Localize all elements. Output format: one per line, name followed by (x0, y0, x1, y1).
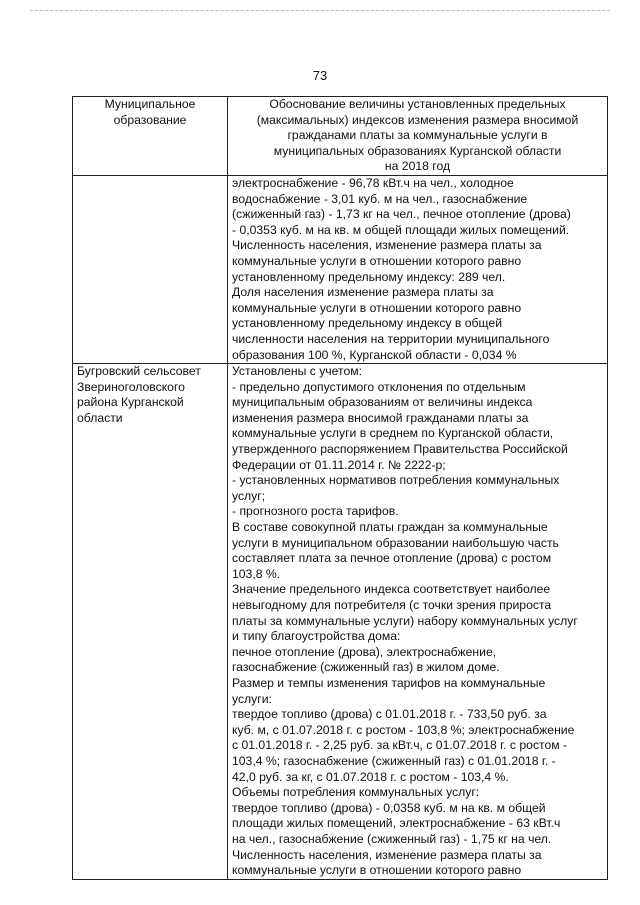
header-col2-line: на 2018 год (384, 159, 451, 174)
text-line: (сжиженный газ) - 1,73 кг на чел., печное отопление (дрова) (232, 207, 571, 222)
text-line: твердое топливо (дрова) - 0,0358 куб. м на кв. м общей (232, 800, 546, 815)
text-line: - установленных нормативов потребления коммунальных (232, 473, 560, 488)
text-line: электроснабжение - 96,78 кВт.ч на чел., холодное (232, 175, 514, 190)
text-line: газоснабжение (сжиженный газ) в жилом доме. (232, 660, 500, 675)
text-line: 103,4 %; газоснабжение (сжиженный газ) с 01.01.2018 г. - (232, 753, 556, 768)
text-line: установленному предельному индексу в общей (232, 316, 503, 331)
text-line: твердое топливо (дрова) с 01.01.2018 г. - 733,50 руб. за (232, 707, 547, 722)
scan-top-artifact (30, 10, 610, 11)
municipality-line: Бугровский сельсовет (77, 364, 201, 379)
municipality-cell (73, 175, 228, 363)
municipality-cell (73, 364, 228, 880)
text-line: Федерации от 01.11.2014 г. № 2222-р; (232, 457, 446, 472)
municipality-line: Звериноголовского (77, 379, 185, 394)
text-line: платы за коммунальные услуги) набору коммунальных услуг (232, 613, 578, 628)
municipality-line: района Курганской (77, 395, 184, 410)
text-line: образования 100 %, Курганской области - 0,034 % (232, 347, 517, 362)
text-line: невыгодному для потребителя (с точки зрения прироста (232, 598, 552, 612)
header-municipality-cell (73, 97, 228, 176)
text-line: установленному предельному индексу: 289 чел. (232, 269, 506, 284)
text-line: 103,8 %. (232, 566, 281, 581)
text-line: водоснабжение - 3,01 куб. м на чел., газоснабжение (232, 191, 528, 206)
text-line: утвержденного распоряжением Правительства Российской (232, 442, 568, 457)
text-line: - предельно допустимого отклонения по отдельным (232, 379, 526, 394)
justification-table (72, 96, 608, 880)
text-line: услуги: (232, 691, 272, 706)
header-col2-line: Обоснование величины установленных предельных (269, 97, 566, 111)
text-line: услуги в муниципальном образовании наибольшую часть (232, 535, 559, 550)
text-line: на чел., газоснабжение (сжиженный газ) - 1,75 кг на чел. (232, 831, 552, 846)
header-col2-line: (максимальных) индексов изменения размера вносимой (256, 112, 579, 127)
table-row (73, 364, 608, 880)
justification-cell (228, 364, 608, 880)
text-line: коммунальные услуги в отношении которого равно (232, 863, 522, 878)
text-line: площади жилых помещений, электроснабжение - 63 кВт.ч (232, 816, 561, 831)
text-line: изменения размера вносимой гражданами платы за (232, 410, 529, 425)
text-line: коммунальные услуги в отношении которого равно (232, 253, 522, 268)
municipality-line: области (77, 410, 123, 425)
justification-cell (228, 175, 608, 363)
text-line: печное отопление (дрова), электроснабжение, (232, 644, 497, 659)
text-line: Объемы потребления коммунальных услуг: (232, 785, 480, 800)
text-line: В составе совокупной платы граждан за коммунальные (232, 520, 548, 535)
text-line: 42,0 руб. за кг, с 01.07.2018 г. с ростом - 103,4 %. (232, 769, 509, 784)
header-col2-line: гражданами платы за коммунальные услуги в (287, 128, 548, 143)
text-line: - прогнозного роста тарифов. (232, 504, 399, 519)
text-line: коммунальные услуги в среднем по Курганской области, (232, 426, 554, 441)
header-col1-line: образование (113, 112, 187, 127)
text-line: Доля населения изменение размера платы за (232, 285, 494, 300)
text-line: с 01.01.2018 г. - 2,25 руб. за кВт.ч, с 01.07.2018 г. с ростом - (232, 738, 568, 753)
header-col1-line: Муниципальное (104, 97, 196, 111)
header-justification-cell (228, 97, 608, 176)
page-number: 73 (312, 68, 328, 83)
text-line: - 0,0353 куб. м на кв. м общей площади жилых помещений. (232, 222, 570, 237)
text-line: Численность населения, изменение размера платы за (232, 238, 542, 253)
text-line: Размер и темпы изменения тарифов на коммунальные (232, 675, 546, 690)
text-line: численности населения на территории муниципального (232, 331, 550, 346)
header-col2-line: муниципальных образованиях Курганской области (273, 143, 562, 158)
text-line: Установлены с учетом: (232, 364, 362, 379)
text-line: Значение предельного индекса соответствует наиболее (232, 582, 551, 597)
text-line: составляет плата за печное отопление (дрова) с ростом (232, 551, 552, 566)
text-line: куб. м, с 01.07.2018 г. с ростом - 103,8 %; электроснабжение (232, 722, 575, 737)
text-line: Численность населения, изменение размера платы за (232, 847, 542, 862)
text-line: муниципальным образованиям от величины индекса (232, 395, 533, 410)
text-line: коммунальные услуги в отношении которого равно (232, 300, 522, 315)
text-line: услуг; (232, 488, 266, 503)
table-row (73, 175, 608, 363)
text-line: и типу благоустройства дома: (232, 629, 401, 644)
table-header-row (73, 97, 608, 176)
